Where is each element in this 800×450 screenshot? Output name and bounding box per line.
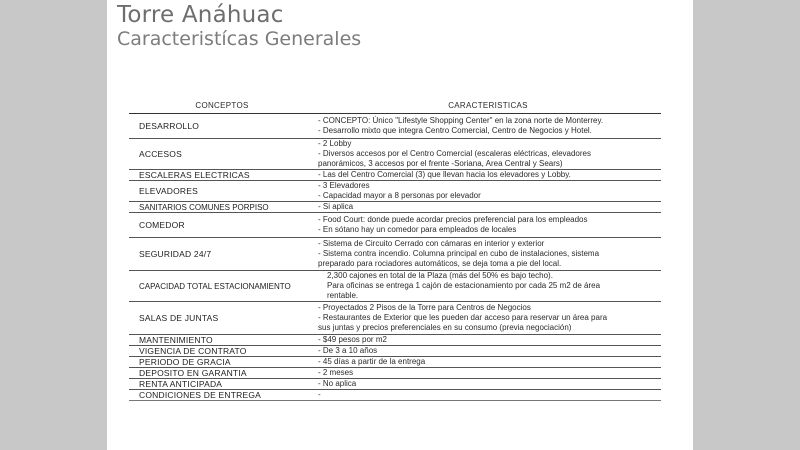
table-row: [129, 213, 661, 238]
description-cell: [315, 271, 661, 302]
concept-cell: ESCALERAS ELECTRICAS: [129, 170, 315, 181]
description-line: Para oficinas se entrega 1 cajón de estacionamiento por cada 25 m2 de área: [327, 281, 601, 290]
description-cell: [315, 346, 661, 357]
description-cell: [315, 368, 661, 379]
concept-cell: MANTENIMIENTO: [129, 335, 315, 346]
description-line: - 2 meses: [318, 368, 354, 377]
description-cell: [315, 114, 661, 139]
header-concepts: CONCEPTOS: [129, 97, 315, 114]
concept-cell: CAPACIDAD TOTAL ESTACIONAMIENTO: [129, 271, 315, 302]
description-line: - Sistema contra incendio. Columna principal en cubo de instalaciones, sistema: [318, 249, 600, 258]
description-cell: [315, 357, 661, 368]
description-line: - En sótano hay un comedor para empleados de locales: [318, 225, 517, 234]
description-line: preparado para rociadores automáticos, se deja toma a pie del local.: [318, 259, 562, 268]
description-line: - Capacidad mayor a 8 personas por elevador: [318, 191, 481, 200]
page-title: Torre Anáhuac: [117, 2, 284, 28]
table-row: [129, 271, 661, 302]
table-row: [129, 170, 661, 181]
description-line: - Diversos accesos por el Centro Comercial (escaleras eléctricas, elevadores: [318, 149, 591, 158]
table-row: [129, 139, 661, 170]
description-line: - Sistema de Circuito Cerrado con cámaras en interior y exterior: [318, 239, 545, 248]
table-row: [129, 379, 661, 390]
description-line: sus juntas y precios preferenciales en su consumo (previa negociación): [318, 323, 572, 332]
header-characteristics: CARACTERISTICAS: [315, 97, 661, 114]
table-row: [129, 346, 661, 357]
table-row: [129, 335, 661, 346]
description-cell: [315, 302, 661, 335]
description-line: -: [318, 390, 321, 399]
concept-cell: SALAS DE JUNTAS: [129, 302, 315, 335]
concept-cell: PERIODO DE GRACIA: [129, 357, 315, 368]
description-cell: [315, 213, 661, 238]
description-cell: [315, 170, 661, 181]
description-cell: [315, 390, 661, 401]
concept-cell: DEPOSITO EN GARANTIA: [129, 368, 315, 379]
description-line: - 45 días a partir de la entrega: [318, 357, 426, 366]
description-line: - Desarrollo mixto que integra Centro Comercial, Centro de Negocios y Hotel.: [318, 126, 592, 135]
concept-cell: VIGENCIA DE CONTRATO: [129, 346, 315, 357]
features-table: [129, 97, 661, 401]
description-cell: [315, 238, 661, 271]
description-cell: [315, 181, 661, 202]
description-line: - Restaurantes de Exterior que les pueden dar acceso para reservar un área para: [318, 313, 608, 322]
concept-cell: CONDICIONES DE ENTREGA: [129, 390, 315, 401]
table-header-row: [129, 97, 661, 114]
description-line: - Food Court: donde puede acordar precios preferencial para los empleados: [318, 215, 588, 224]
concept-cell: SANITARIOS COMUNES PORPISO: [129, 202, 315, 213]
description-cell: [315, 202, 661, 213]
table-row: [129, 238, 661, 271]
description-line: - Las del Centro Comercial (3) que llevan hacia los elevadores y Lobby.: [318, 170, 571, 179]
description-line: - No aplica: [318, 379, 357, 388]
table-row: [129, 357, 661, 368]
table-row: [129, 302, 661, 335]
description-line: - $49 pesos por m2: [318, 335, 387, 344]
concept-cell: RENTA ANTICIPADA: [129, 379, 315, 390]
page-subtitle: Caracteristícas Generales: [117, 28, 362, 50]
description-line: - 3 Elevadores: [318, 181, 370, 190]
description-cell: [315, 335, 661, 346]
table-row: [129, 114, 661, 139]
document-page: [107, 0, 693, 450]
description-cell: [315, 139, 661, 170]
description-line: - Proyectados 2 Pisos de la Torre para Centros de Negocios: [318, 303, 531, 312]
description-cell: [315, 379, 661, 390]
description-line: rentable.: [327, 291, 359, 300]
description-line: - De 3 a 10 años: [318, 346, 378, 355]
description-line: - 2 Lobby: [318, 139, 352, 148]
table-row: [129, 181, 661, 202]
concept-cell: ELEVADORES: [129, 181, 315, 202]
table-row: [129, 368, 661, 379]
description-line: - CONCEPTO: Único "Lifestyle Shopping Center" en la zona norte de Monterrey.: [318, 116, 604, 125]
description-line: panorámicos, 3 accesos por el frente -Soriana, Area Central y Sears): [318, 159, 563, 168]
description-line: - Si aplica: [318, 202, 354, 211]
concept-cell: COMEDOR: [129, 213, 315, 238]
concept-cell: SEGURIDAD 24/7: [129, 238, 315, 271]
description-line: 2,300 cajones en total de la Plaza (más del 50% es bajo techo).: [327, 271, 553, 280]
concept-cell: DESARROLLO: [129, 114, 315, 139]
table-row: [129, 390, 661, 401]
concept-cell: ACCESOS: [129, 139, 315, 170]
table-row: [129, 202, 661, 213]
